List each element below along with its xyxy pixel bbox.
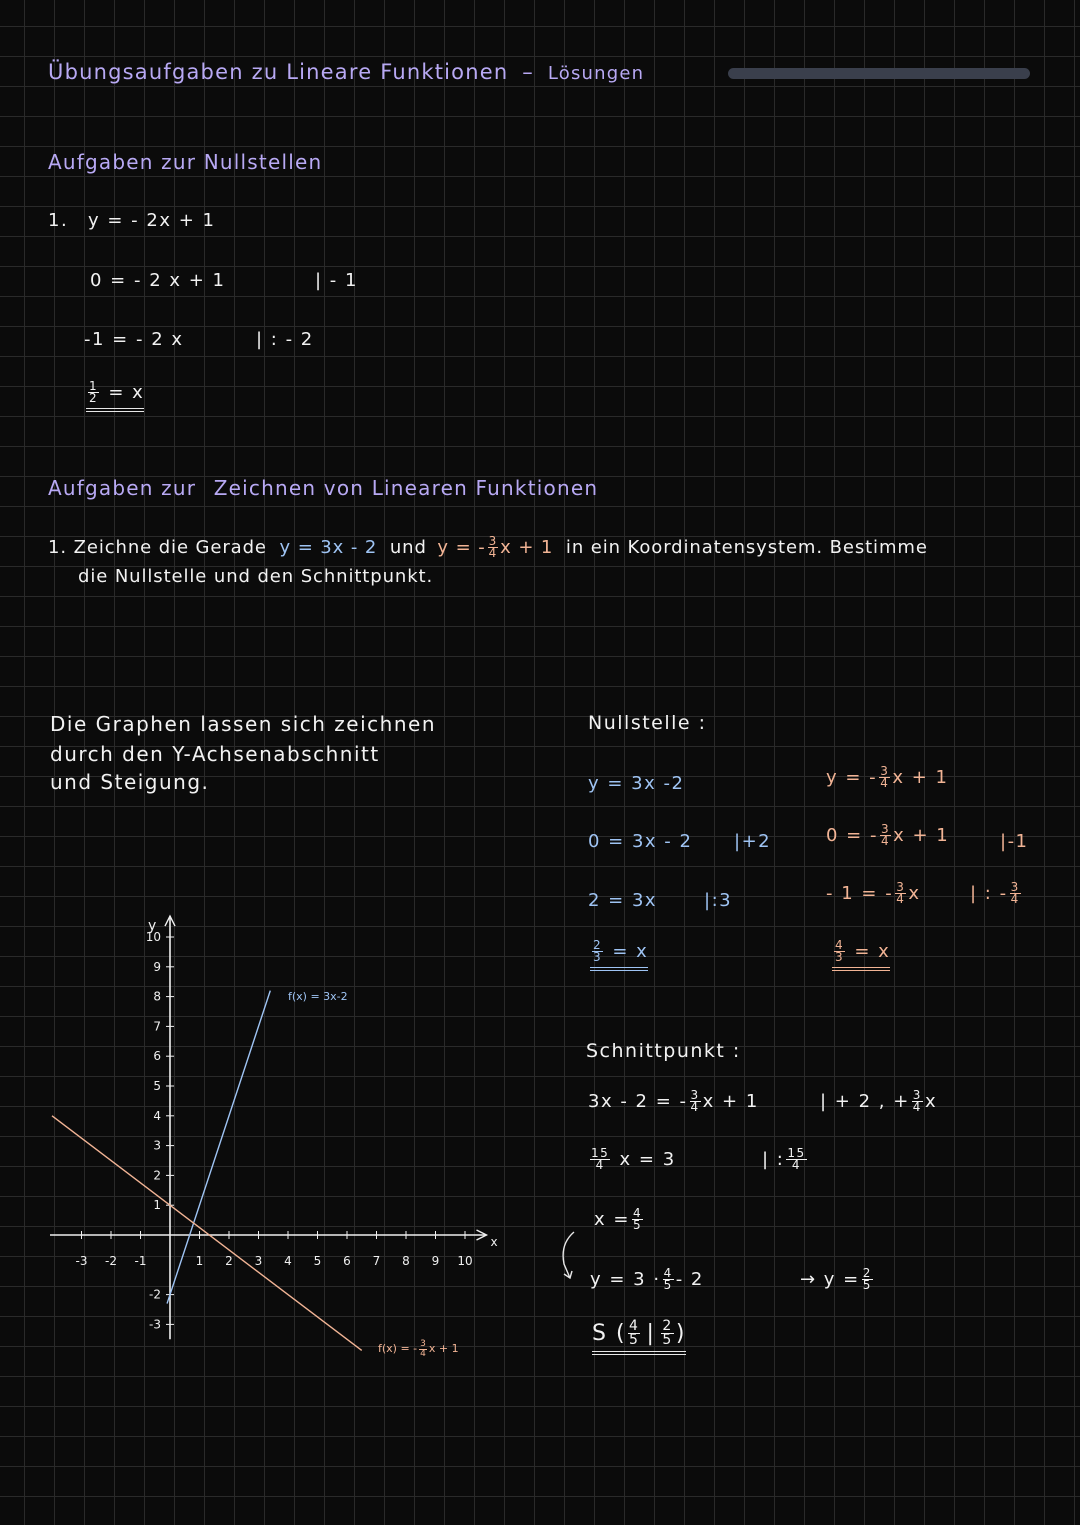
nullstelle-blue-result: $\frac{2}{3}$ = x	[590, 940, 648, 971]
y-tick-label: 3	[153, 1138, 161, 1153]
y-axis-label: y	[148, 918, 157, 935]
task2-number: 1.	[48, 536, 67, 558]
y-tick-label: 6	[153, 1049, 161, 1064]
schnittpunkt-line3: x = $\frac{4}{5}$	[594, 1206, 643, 1233]
task1-step2: -1 = - 2 x	[84, 329, 184, 350]
x-tick-label: 10	[457, 1254, 473, 1268]
x-tick-label: 8	[402, 1254, 410, 1268]
nullstelle-blue-op1: |+2	[734, 831, 772, 852]
task1-equation: y = - 2x + 1	[88, 210, 216, 231]
lines-group	[52, 991, 362, 1351]
y-tick-label: 4	[153, 1108, 161, 1123]
x-tick-label: 6	[343, 1254, 351, 1268]
task1-number: 1.	[48, 210, 69, 231]
x-tick-label: -1	[134, 1254, 147, 1268]
title-dash: –	[522, 60, 534, 84]
nullstelle-blue-op2: |:3	[704, 890, 733, 911]
ticks-group	[76, 930, 473, 1331]
x-tick-label: 5	[313, 1254, 322, 1268]
task1-op2: | : - 2	[256, 329, 314, 350]
x-tick-label: 1	[195, 1254, 204, 1268]
y-tick-label: 8	[153, 989, 161, 1004]
nullstelle-heading: Nullstelle :	[588, 712, 707, 734]
nullstelle-orange-result: $\frac{4}{3}$ = x	[832, 940, 890, 971]
task1-result	[86, 381, 144, 412]
y-tick-label: -2	[149, 1287, 161, 1302]
x-tick-label: 7	[372, 1254, 381, 1268]
heading-part-a: Aufgaben zur	[48, 476, 197, 500]
series-line-2	[52, 1116, 362, 1351]
nullstelle-blue-eq: y = 3x -2	[588, 773, 685, 794]
schnittpunkt-result: S ( $\frac{4}{5}$ | $\frac{2}{5}$ )	[592, 1320, 686, 1355]
y-tick-label: 1	[153, 1198, 161, 1213]
nullstelle-orange-step2: - 1 = - $\frac{3}{4}$ x	[826, 880, 921, 907]
task2-line1	[48, 536, 928, 560]
x-tick-label: -2	[105, 1254, 117, 1268]
nullstelle-orange-step1: 0 = - $\frac{3}{4}$ x + 1	[826, 822, 950, 849]
line-label-f1: f(x) = 3x-2	[288, 990, 348, 1003]
task1-op1: | - 1	[315, 270, 358, 291]
x-tick-label: 2	[225, 1254, 233, 1268]
y-tick-label: 9	[153, 959, 161, 974]
y-tick-label: 7	[153, 1019, 161, 1034]
heading-part-b: Zeichnen von Linearen Funktionen	[213, 476, 599, 500]
description-line1: Die Graphen lassen sich zeichnen	[50, 712, 436, 736]
task2-text-a: Zeichne die Gerade	[73, 536, 267, 558]
task1-result-rest: = x	[108, 381, 145, 403]
x-tick-label: 4	[284, 1254, 292, 1268]
nullstelle-orange-op1: |-1	[1000, 831, 1029, 852]
schnittpunkt-heading: Schnittpunkt :	[586, 1040, 741, 1062]
x-axis-label: x	[490, 1235, 498, 1249]
x-tick-label: 9	[431, 1254, 440, 1268]
line-label-f2: f(x) = - $\frac{3}{4}$ x + 1	[378, 1339, 459, 1359]
page-title	[48, 60, 644, 84]
description-line2: durch den Y-Achsenabschnitt	[50, 742, 380, 766]
y-tick-label: 10	[145, 930, 161, 944]
axes-group	[50, 916, 498, 1339]
y-tick-label: -3	[149, 1317, 161, 1332]
nullstelle-orange-eq: y = - $\frac{3}{4}$ x + 1	[826, 764, 949, 791]
schnittpunkt-line2: $\frac{15}{4}$ x = 3	[591, 1146, 676, 1173]
nullstelle-orange-op2: | : - $\frac{3}{4}$	[970, 880, 1020, 907]
substitution-arrow	[560, 1228, 590, 1288]
title-highlight-bar	[728, 68, 1030, 79]
schnittpunkt-y-result: → y = $\frac{2}{5}$	[800, 1266, 872, 1293]
task2-line2: die Nullstelle und den Schnittpunkt.	[78, 566, 434, 587]
x-tick-label: 3	[254, 1254, 263, 1268]
task2-function-1: y = 3x - 2	[279, 536, 378, 558]
section-heading-nullstellen: Aufgaben zur Nullstellen	[48, 150, 323, 174]
coordinate-system	[0, 880, 560, 1380]
nullstelle-blue-step1: 0 = 3x - 2	[588, 831, 693, 852]
task2-text-b: in ein Koordinatensystem. Bestimme	[565, 536, 928, 558]
section-heading-zeichnen	[48, 476, 598, 500]
y-tick-label: 2	[153, 1168, 161, 1183]
schnittpunkt-op1: | + 2 , + $\frac{3}{4}$ x	[820, 1088, 938, 1115]
nullstelle-blue-step2: 2 = 3x	[588, 890, 658, 911]
task2-and: und	[389, 536, 427, 558]
task1-step1: 0 = - 2 x + 1	[90, 270, 226, 291]
schnittpunkt-line1: 3x - 2 = - $\frac{3}{4}$ x + 1	[588, 1088, 759, 1115]
task1-result-fraction: $\frac{1}{2}$	[89, 379, 99, 406]
description-line3: und Steigung.	[50, 770, 210, 794]
title-suffix: Lösungen	[547, 63, 645, 84]
schnittpunkt-line4: y = 3 · $\frac{4}{5}$ - 2	[590, 1266, 704, 1293]
schnittpunkt-op2: | : $\frac{15}{4}$	[762, 1146, 806, 1173]
x-tick-label: -3	[75, 1254, 88, 1268]
task2-function-2: y = - $\frac{3}{4}$ x + 1	[437, 534, 554, 561]
title-main: Übungsaufgaben zu Lineare Funktionen	[48, 60, 509, 84]
y-tick-label: 5	[153, 1079, 161, 1093]
